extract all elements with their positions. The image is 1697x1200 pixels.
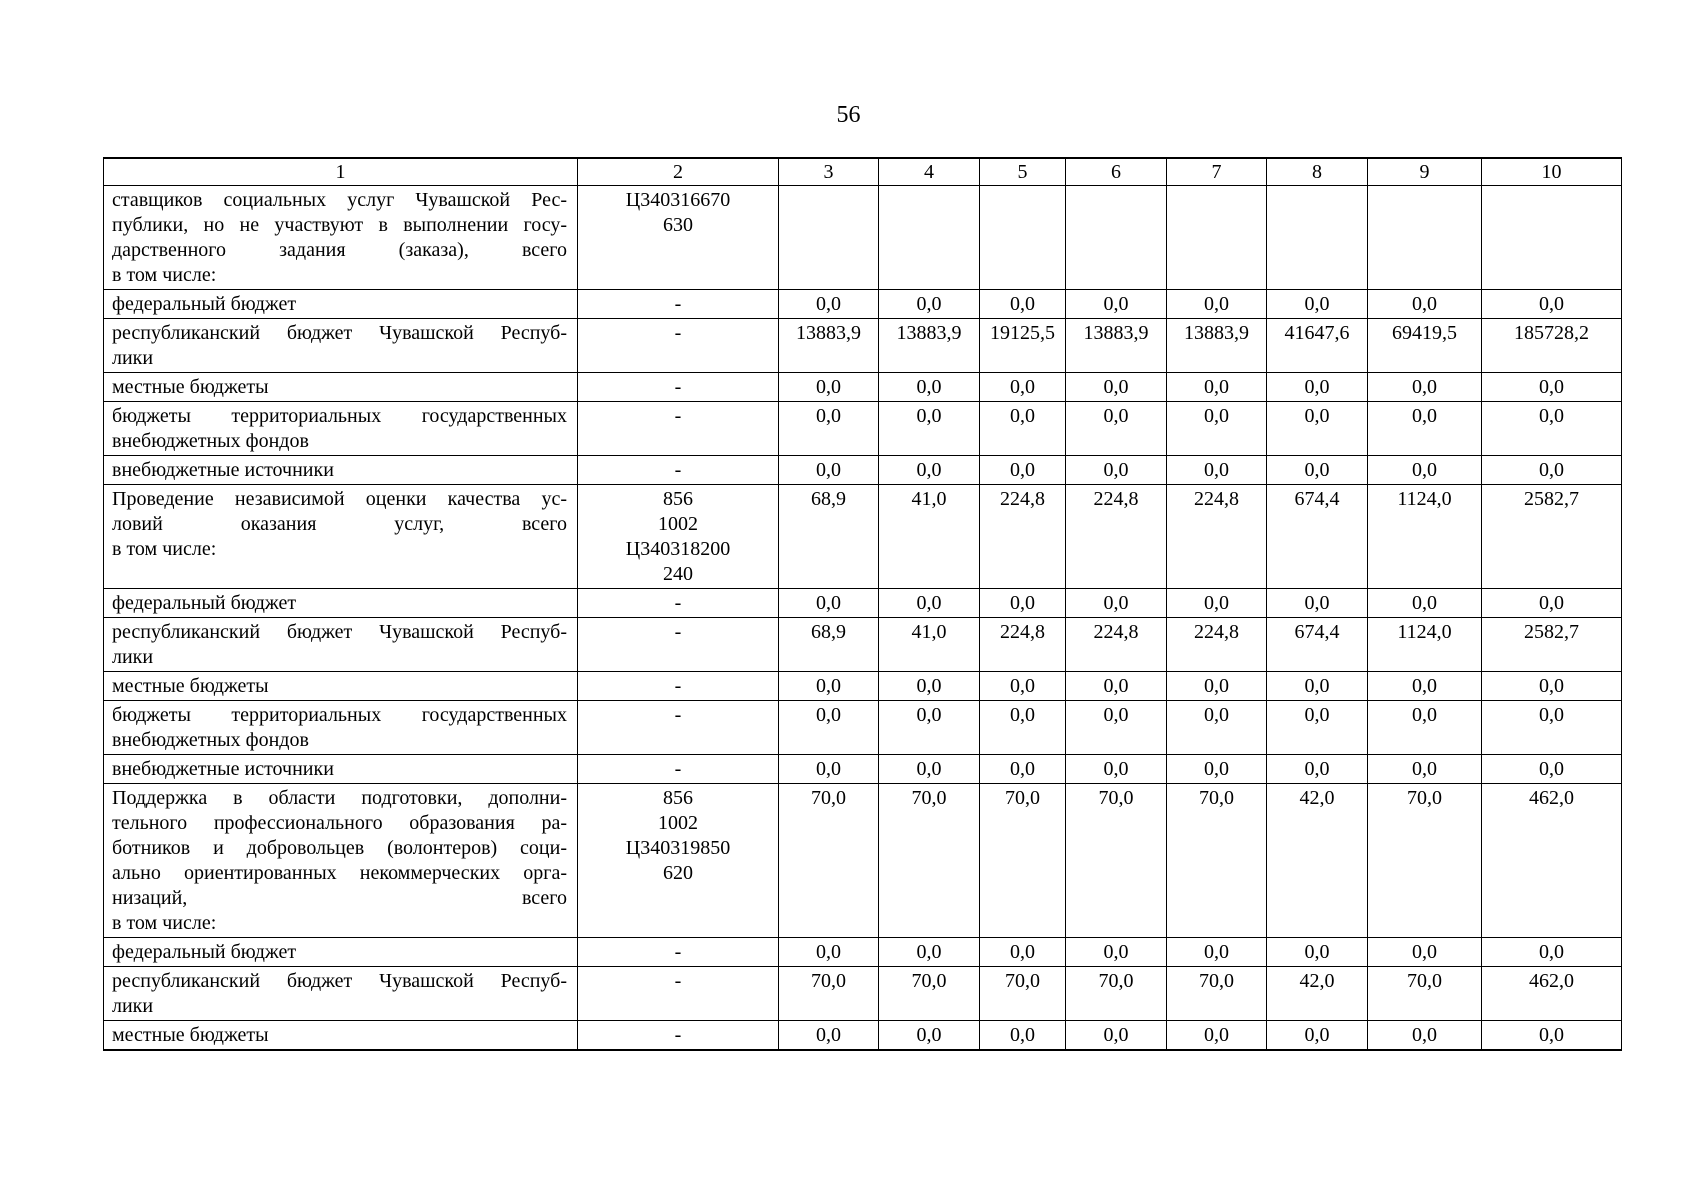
row-name-line: ально ориентированных некоммерческих орга- xyxy=(112,862,567,884)
budget-table xyxy=(103,157,1622,1051)
budget-code-line: Ц340316670 xyxy=(625,189,731,211)
value-cell-col3: 0,0 xyxy=(779,672,879,701)
value-cell-col9: 0,0 xyxy=(1368,755,1482,784)
value-cell-col9: 70,0 xyxy=(1368,784,1482,938)
value-cell-col5: 0,0 xyxy=(980,589,1066,618)
value-cell-col7: 70,0 xyxy=(1167,967,1267,1021)
value-cell-col4: 0,0 xyxy=(879,938,980,967)
column-header-4: 4 xyxy=(879,158,980,186)
row-name-cell xyxy=(104,319,578,373)
row-name-cell xyxy=(104,186,578,290)
value-cell-col8: 42,0 xyxy=(1267,967,1368,1021)
table-row xyxy=(104,186,1622,290)
page-number: 56 xyxy=(836,102,861,128)
table-row xyxy=(104,290,1622,319)
value-cell-col3: 0,0 xyxy=(779,589,879,618)
row-name-cell xyxy=(104,402,578,456)
budget-code-cell xyxy=(578,1021,779,1051)
row-name-line: республиканский бюджет Чувашской Респуб- xyxy=(112,970,567,992)
row-name-cell xyxy=(104,755,578,784)
value-cell-col9: 0,0 xyxy=(1368,402,1482,456)
budget-code-line: - xyxy=(674,758,682,780)
value-cell-col9: 0,0 xyxy=(1368,938,1482,967)
value-cell-col6: 224,8 xyxy=(1066,485,1167,589)
budget-code-line: - xyxy=(674,704,682,726)
value-cell-col8 xyxy=(1267,186,1368,290)
table-row xyxy=(104,755,1622,784)
value-cell-col5: 70,0 xyxy=(980,784,1066,938)
column-header-7: 7 xyxy=(1167,158,1267,186)
value-cell-col4: 0,0 xyxy=(879,672,980,701)
value-cell-col4: 0,0 xyxy=(879,456,980,485)
column-header-6: 6 xyxy=(1066,158,1167,186)
value-cell-col6: 0,0 xyxy=(1066,290,1167,319)
budget-code-line: 1002 xyxy=(658,513,698,535)
value-cell-col8: 0,0 xyxy=(1267,373,1368,402)
value-cell-col8: 0,0 xyxy=(1267,701,1368,755)
budget-code-line: - xyxy=(674,621,682,643)
value-cell-col10: 185728,2 xyxy=(1482,319,1622,373)
value-cell-col9: 1124,0 xyxy=(1368,485,1482,589)
row-name-cell xyxy=(104,672,578,701)
row-name-line: лики xyxy=(112,995,154,1017)
value-cell-col8: 0,0 xyxy=(1267,589,1368,618)
value-cell-col8: 0,0 xyxy=(1267,1021,1368,1051)
value-cell-col10: 0,0 xyxy=(1482,290,1622,319)
value-cell-col3: 0,0 xyxy=(779,938,879,967)
row-name-line: местные бюджеты xyxy=(112,376,269,398)
row-name-line: местные бюджеты xyxy=(112,675,269,697)
value-cell-col10: 0,0 xyxy=(1482,589,1622,618)
value-cell-col5: 224,8 xyxy=(980,485,1066,589)
value-cell-col10: 462,0 xyxy=(1482,967,1622,1021)
budget-code-line: - xyxy=(674,293,682,315)
value-cell-col6: 0,0 xyxy=(1066,1021,1167,1051)
value-cell-col9: 0,0 xyxy=(1368,456,1482,485)
value-cell-col7 xyxy=(1167,186,1267,290)
value-cell-col3: 0,0 xyxy=(779,456,879,485)
row-name-line: в том числе: xyxy=(112,912,217,934)
row-name-cell xyxy=(104,701,578,755)
budget-code-cell xyxy=(578,938,779,967)
value-cell-col5: 19125,5 xyxy=(980,319,1066,373)
budget-code-line: - xyxy=(674,322,682,344)
budget-code-line: - xyxy=(674,1024,682,1046)
value-cell-col6 xyxy=(1066,186,1167,290)
value-cell-col6: 0,0 xyxy=(1066,938,1167,967)
row-name-line: низаций, всего xyxy=(112,887,567,909)
value-cell-col9: 0,0 xyxy=(1368,672,1482,701)
value-cell-col7: 0,0 xyxy=(1167,589,1267,618)
table-row xyxy=(104,618,1622,672)
row-name-line: публики, но не участвуют в выполнении госу- xyxy=(112,214,567,236)
table-body xyxy=(104,186,1622,1051)
value-cell-col9: 0,0 xyxy=(1368,1021,1482,1051)
value-cell-col3: 68,9 xyxy=(779,618,879,672)
value-cell-col10: 462,0 xyxy=(1482,784,1622,938)
value-cell-col4: 0,0 xyxy=(879,755,980,784)
value-cell-col4: 13883,9 xyxy=(879,319,980,373)
value-cell-col10: 2582,7 xyxy=(1482,485,1622,589)
value-cell-col8: 41647,6 xyxy=(1267,319,1368,373)
value-cell-col5 xyxy=(980,186,1066,290)
value-cell-col3: 0,0 xyxy=(779,755,879,784)
budget-code-line: - xyxy=(674,941,682,963)
value-cell-col7: 13883,9 xyxy=(1167,319,1267,373)
column-header-2: 2 xyxy=(578,158,779,186)
value-cell-col7: 0,0 xyxy=(1167,456,1267,485)
row-name-line: бюджеты территориальных государственных xyxy=(112,405,567,427)
value-cell-col6: 70,0 xyxy=(1066,784,1167,938)
value-cell-col6: 13883,9 xyxy=(1066,319,1167,373)
row-name-line: бюджеты территориальных государственных xyxy=(112,704,567,726)
row-name-line: ставщиков социальных услуг Чувашской Рес- xyxy=(112,189,567,211)
row-name-line: лики xyxy=(112,646,154,668)
value-cell-col4: 0,0 xyxy=(879,1021,980,1051)
value-cell-col5: 0,0 xyxy=(980,1021,1066,1051)
value-cell-col6: 0,0 xyxy=(1066,456,1167,485)
value-cell-col7: 70,0 xyxy=(1167,784,1267,938)
budget-code-line: 1002 xyxy=(658,812,698,834)
value-cell-col4: 0,0 xyxy=(879,402,980,456)
value-cell-col5: 0,0 xyxy=(980,755,1066,784)
row-name-line: федеральный бюджет xyxy=(112,293,297,315)
budget-code-cell xyxy=(578,290,779,319)
budget-code-line: - xyxy=(674,405,682,427)
value-cell-col7: 0,0 xyxy=(1167,755,1267,784)
budget-code-cell xyxy=(578,456,779,485)
row-name-line: дарственного задания (заказа), всего xyxy=(112,239,567,261)
budget-code-line: - xyxy=(674,376,682,398)
value-cell-col6: 70,0 xyxy=(1066,967,1167,1021)
budget-code-line: - xyxy=(674,459,682,481)
budget-code-cell xyxy=(578,402,779,456)
value-cell-col4: 0,0 xyxy=(879,701,980,755)
value-cell-col3: 0,0 xyxy=(779,290,879,319)
value-cell-col7: 0,0 xyxy=(1167,402,1267,456)
value-cell-col10: 0,0 xyxy=(1482,701,1622,755)
value-cell-col3: 70,0 xyxy=(779,784,879,938)
table-row xyxy=(104,672,1622,701)
value-cell-col4: 70,0 xyxy=(879,784,980,938)
table-row xyxy=(104,967,1622,1021)
value-cell-col5: 0,0 xyxy=(980,672,1066,701)
value-cell-col7: 0,0 xyxy=(1167,1021,1267,1051)
value-cell-col6: 0,0 xyxy=(1066,402,1167,456)
row-name-line: республиканский бюджет Чувашской Респуб- xyxy=(112,621,567,643)
value-cell-col6: 0,0 xyxy=(1066,589,1167,618)
column-header-10: 10 xyxy=(1482,158,1622,186)
value-cell-col8: 0,0 xyxy=(1267,672,1368,701)
value-cell-col3: 0,0 xyxy=(779,402,879,456)
budget-code-line: - xyxy=(674,970,682,992)
column-header-8: 8 xyxy=(1267,158,1368,186)
value-cell-col10: 0,0 xyxy=(1482,402,1622,456)
value-cell-col10: 0,0 xyxy=(1482,755,1622,784)
value-cell-col8: 0,0 xyxy=(1267,290,1368,319)
value-cell-col5: 224,8 xyxy=(980,618,1066,672)
value-cell-col8: 674,4 xyxy=(1267,485,1368,589)
value-cell-col4: 41,0 xyxy=(879,485,980,589)
row-name-cell xyxy=(104,456,578,485)
budget-code-line: 856 xyxy=(663,787,693,809)
value-cell-col3 xyxy=(779,186,879,290)
value-cell-col6: 0,0 xyxy=(1066,672,1167,701)
budget-code-cell xyxy=(578,589,779,618)
budget-code-cell xyxy=(578,373,779,402)
row-name-line: Проведение независимой оценки качества ус- xyxy=(112,488,567,510)
row-name-line: Поддержка в области подготовки, дополни- xyxy=(112,787,567,809)
table-header xyxy=(104,158,1622,186)
value-cell-col4: 0,0 xyxy=(879,290,980,319)
value-cell-col9: 69419,5 xyxy=(1368,319,1482,373)
row-name-cell xyxy=(104,589,578,618)
row-name-line: в том числе: xyxy=(112,538,217,560)
value-cell-col3: 70,0 xyxy=(779,967,879,1021)
column-header-9: 9 xyxy=(1368,158,1482,186)
value-cell-col9: 0,0 xyxy=(1368,373,1482,402)
value-cell-col9: 1124,0 xyxy=(1368,618,1482,672)
value-cell-col8: 0,0 xyxy=(1267,755,1368,784)
value-cell-col5: 0,0 xyxy=(980,456,1066,485)
header-row xyxy=(104,158,1622,186)
table-row xyxy=(104,701,1622,755)
value-cell-col8: 0,0 xyxy=(1267,938,1368,967)
value-cell-col8: 0,0 xyxy=(1267,456,1368,485)
row-name-cell xyxy=(104,784,578,938)
value-cell-col7: 0,0 xyxy=(1167,290,1267,319)
budget-code-cell xyxy=(578,485,779,589)
value-cell-col7: 0,0 xyxy=(1167,938,1267,967)
value-cell-col3: 0,0 xyxy=(779,373,879,402)
row-name-cell xyxy=(104,373,578,402)
value-cell-col5: 0,0 xyxy=(980,290,1066,319)
value-cell-col6: 0,0 xyxy=(1066,373,1167,402)
value-cell-col9: 0,0 xyxy=(1368,290,1482,319)
budget-code-cell xyxy=(578,755,779,784)
value-cell-col5: 0,0 xyxy=(980,373,1066,402)
row-name-cell xyxy=(104,938,578,967)
value-cell-col10: 0,0 xyxy=(1482,373,1622,402)
value-cell-col7: 0,0 xyxy=(1167,373,1267,402)
row-name-line: внебюджетных фондов xyxy=(112,430,309,452)
value-cell-col5: 70,0 xyxy=(980,967,1066,1021)
row-name-line: тельного профессионального образования ра- xyxy=(112,812,567,834)
value-cell-col6: 0,0 xyxy=(1066,755,1167,784)
value-cell-col7: 0,0 xyxy=(1167,701,1267,755)
value-cell-col8: 42,0 xyxy=(1267,784,1368,938)
value-cell-col6: 0,0 xyxy=(1066,701,1167,755)
value-cell-col9 xyxy=(1368,186,1482,290)
value-cell-col3: 0,0 xyxy=(779,701,879,755)
value-cell-col10: 0,0 xyxy=(1482,672,1622,701)
value-cell-col9: 70,0 xyxy=(1368,967,1482,1021)
table-row xyxy=(104,373,1622,402)
budget-code-line: Ц340319850 xyxy=(625,837,731,859)
table-row xyxy=(104,784,1622,938)
value-cell-col3: 68,9 xyxy=(779,485,879,589)
row-name-line: федеральный бюджет xyxy=(112,941,297,963)
value-cell-col10: 0,0 xyxy=(1482,1021,1622,1051)
value-cell-col3: 13883,9 xyxy=(779,319,879,373)
budget-code-line: - xyxy=(674,675,682,697)
value-cell-col10 xyxy=(1482,186,1622,290)
row-name-line: ловий оказания услуг, всего xyxy=(112,513,567,535)
value-cell-col6: 224,8 xyxy=(1066,618,1167,672)
value-cell-col8: 0,0 xyxy=(1267,402,1368,456)
table-row xyxy=(104,319,1622,373)
value-cell-col4 xyxy=(879,186,980,290)
budget-code-cell xyxy=(578,701,779,755)
value-cell-col7: 224,8 xyxy=(1167,618,1267,672)
value-cell-col10: 0,0 xyxy=(1482,938,1622,967)
value-cell-col8: 674,4 xyxy=(1267,618,1368,672)
row-name-line: республиканский бюджет Чувашской Респуб- xyxy=(112,322,567,344)
value-cell-col5: 0,0 xyxy=(980,938,1066,967)
budget-code-line: Ц340318200 xyxy=(625,538,731,560)
value-cell-col10: 0,0 xyxy=(1482,456,1622,485)
value-cell-col10: 2582,7 xyxy=(1482,618,1622,672)
column-header-3: 3 xyxy=(779,158,879,186)
value-cell-col7: 224,8 xyxy=(1167,485,1267,589)
value-cell-col5: 0,0 xyxy=(980,402,1066,456)
row-name-cell xyxy=(104,1021,578,1051)
table-row xyxy=(104,1021,1622,1051)
row-name-cell xyxy=(104,290,578,319)
value-cell-col4: 0,0 xyxy=(879,589,980,618)
value-cell-col4: 0,0 xyxy=(879,373,980,402)
value-cell-col9: 0,0 xyxy=(1368,701,1482,755)
budget-code-line: 630 xyxy=(663,214,693,236)
value-cell-col4: 41,0 xyxy=(879,618,980,672)
budget-code-line: - xyxy=(674,592,682,614)
row-name-line: в том числе: xyxy=(112,264,217,286)
row-name-cell xyxy=(104,485,578,589)
value-cell-col7: 0,0 xyxy=(1167,672,1267,701)
column-header-5: 5 xyxy=(980,158,1066,186)
row-name-line: федеральный бюджет xyxy=(112,592,297,614)
row-name-line: лики xyxy=(112,347,154,369)
budget-code-cell xyxy=(578,186,779,290)
row-name-line: внебюджетные источники xyxy=(112,758,334,780)
row-name-line: ботников и добровольцев (волонтеров) соци- xyxy=(112,837,567,859)
value-cell-col3: 0,0 xyxy=(779,1021,879,1051)
value-cell-col5: 0,0 xyxy=(980,701,1066,755)
table-row xyxy=(104,589,1622,618)
row-name-cell xyxy=(104,967,578,1021)
table-row xyxy=(104,456,1622,485)
budget-code-line: 856 xyxy=(663,488,693,510)
budget-code-cell xyxy=(578,967,779,1021)
row-name-line: внебюджетные источники xyxy=(112,459,334,481)
value-cell-col9: 0,0 xyxy=(1368,589,1482,618)
budget-code-cell xyxy=(578,618,779,672)
table-row xyxy=(104,938,1622,967)
value-cell-col4: 70,0 xyxy=(879,967,980,1021)
column-header-1: 1 xyxy=(104,158,578,186)
budget-code-line: 620 xyxy=(663,862,693,884)
row-name-line: внебюджетных фондов xyxy=(112,729,309,751)
row-name-cell xyxy=(104,618,578,672)
budget-code-line: 240 xyxy=(663,563,693,585)
row-name-line: местные бюджеты xyxy=(112,1024,269,1046)
budget-code-cell xyxy=(578,319,779,373)
budget-code-cell xyxy=(578,672,779,701)
table-row xyxy=(104,402,1622,456)
budget-code-cell xyxy=(578,784,779,938)
table-row xyxy=(104,485,1622,589)
